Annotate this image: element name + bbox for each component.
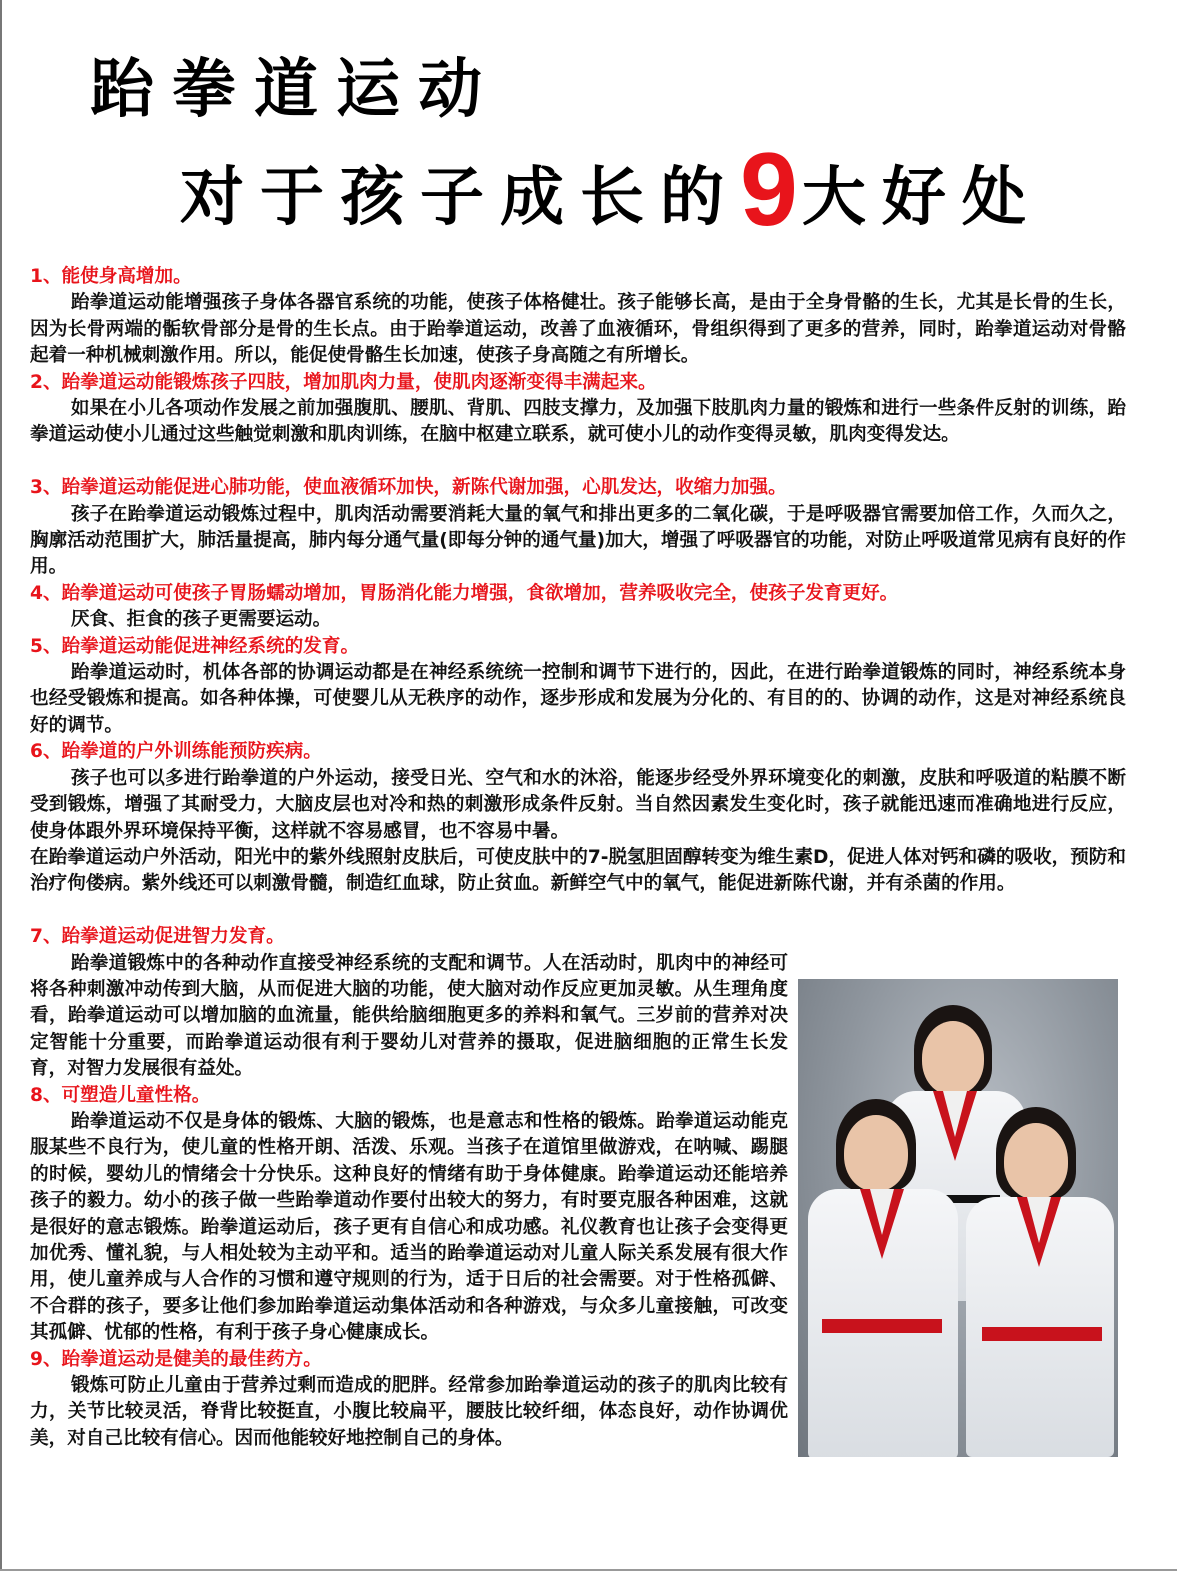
section-paragraph: 如果在小儿各项动作发展之前加强腹肌、腰肌、背肌、四肢支撑力，及加强下肢肌肉力量的锻炼和进行一些条件反射的训练，跆拳道运动使小儿通过这些触觉刺激和肌肉训练，在脑中枢建立联系，就可使小儿的动作变得灵敏，肌肉变得发达。 — [30, 398, 1126, 446]
section-paragraph: 厌食、拒食的孩子更需要运动。 — [70, 609, 332, 631]
section-heading: 1、能使身高增加。 — [30, 266, 192, 287]
section-heading: 4、跆拳道运动可使孩子胃肠蠕动增加，胃肠消化能力增强，食欲增加，营养吸收完全，使孩子发育更好。 — [30, 582, 899, 604]
poster-title-line1: 跆拳道运动 — [90, 53, 500, 127]
title-number: 9 — [740, 132, 802, 248]
title-prefix: 对于孩子成长的 — [180, 161, 740, 235]
section-heading: 9、跆拳道运动是健美的最佳药方。 — [30, 1348, 322, 1370]
taekwondo-kids-photo — [798, 979, 1118, 1457]
kid-figure — [802, 1099, 962, 1457]
section-paragraph: 跆拳道锻炼中的各种动作直接受神经系统的支配和调节。人在活动时，肌肉中的神经可将各种刺激冲动传到大脑，从而促进大脑的功能，使大脑对动作反应更加灵敏。从生理角度看，跆拳道运动可以增加脑的血流量，能供给脑细胞更多的养料和氧气。三岁前的营养对决定智能十分重要，而跆拳道运动很有利于婴幼儿对营养的摄取，促进脑细胞的正常生长发育，对智力发展很有益处。 — [30, 952, 788, 1080]
page-border-left — [0, 0, 2, 1571]
section-paragraph: 在跆拳道运动户外活动，阳光中的紫外线照射皮肤后，可使皮肤中的7-脱氢胆固醇转变为维生素D，促进人体对钙和磷的吸收，预防和治疗佝偻病。紫外线还可以刺激骨髓，制造红血球，防止贫血。新鲜空气中的氧气，能促进新陈代谢，并有杀菌的作用。 — [30, 846, 1126, 895]
section-3 — [30, 475, 1126, 581]
poster-title-line2 — [180, 132, 1042, 248]
section-2 — [30, 370, 1126, 449]
section-5 — [30, 634, 1126, 740]
section-6 — [30, 739, 1126, 897]
title-suffix: 大好处 — [801, 161, 1042, 235]
kid-figure — [962, 1107, 1118, 1457]
section-heading: 8、可塑造儿童性格。 — [30, 1084, 211, 1106]
section-paragraph: 跆拳道运动时，机体各部的协调运动都是在神经系统统一控制和调节下进行的，因此，在进行跆拳道锻炼的同时，神经系统本身也经受锻炼和提高。如各种体操，可使婴儿从无秩序的动作，逐步形成和发展为分化的、有目的的、协调的动作，这是对神经系统良好的调节。 — [30, 662, 1126, 736]
section-heading: 6、跆拳道的户外训练能预防疾病。 — [30, 741, 322, 763]
section-paragraph: 跆拳道运动不仅是身体的锻炼、大脑的锻炼，也是意志和性格的锻炼。跆拳道运动能克服某些不良行为，使儿童的性格开朗、活泼、乐观。当孩子在道馆里做游戏，在呐喊、踢腿的时候，婴幼儿的情绪会十分快乐。这种良好的情绪有助于身体健康。跆拳道运动还能培养孩子的毅力。幼小的孩子做一些跆拳道动作要付出较大的努力，有时要克服各种困难，这就是很好的意志锻炼。跆拳道运动后，孩子更有自信心和成功感。礼仪教育也让孩子会变得更加优秀、懂礼貌，与人相处较为主动平和。适当的跆拳道运动对儿童人际关系发展有很大作用，使儿童养成与人合作的习惯和遵守规则的行为，适于日后的社会需要。对于性格孤僻、不合群的孩子，要多让他们参加跆拳道运动集体活动和各种游戏，与众多儿童接触，可改变其孤僻、忧郁的性格，有利于孩子身心健康成长。 — [30, 1110, 788, 1344]
section-paragraph: 孩子也可以多进行跆拳道的户外运动，接受日光、空气和水的沐浴，能逐步经受外界环境变化的刺激，皮肤和呼吸道的粘膜不断受到锻炼，增强了其耐受力，大脑皮层也对冷和热的刺激形成条件反射。当自然因素发生变化时，孩子就能迅速而准确地进行反应，使身体跟外界环境保持平衡，这样就不容易感冒，也不容易中暑。 — [30, 767, 1126, 842]
section-heading: 3、跆拳道运动能促进心肺功能，使血液循环加快，新陈代谢加强，心肌发达，收缩力加强。 — [30, 477, 787, 499]
section-paragraph: 锻炼可防止儿童由于营养过剩而造成的肥胖。经常参加跆拳道运动的孩子的肌肉比较有力，关节比较灵活，脊背比较挺直，小腹比较扁平，腰肢比较纤细，体态良好，动作协调优美，对自己比较有信心。因而他能较好地控制自己的身体。 — [30, 1375, 788, 1449]
section-4 — [30, 581, 1126, 634]
section-heading: 7、跆拳道运动促进智力发育。 — [30, 926, 285, 948]
section-1 — [30, 264, 1126, 370]
section-heading: 2、跆拳道运动能锻炼孩子四肢，增加肌肉力量，使肌肉逐渐变得丰满起来。 — [30, 371, 657, 393]
section-heading: 5、跆拳道运动能促进神经系统的发育。 — [30, 635, 360, 657]
article-body — [30, 264, 1126, 1457]
spacer — [30, 449, 1126, 475]
section-paragraph: 孩子在跆拳道运动锻炼过程中，肌肉活动需要消耗大量的氧气和排出更多的二氧化碳，于是呼吸器官需要加倍工作，久而久之，胸廓活动范围扩大，肺活量提高，肺内每分通气量(即每分钟的通气量)加大，增强了呼吸器官的功能，对防止呼吸道常见病有良好的作用。 — [30, 503, 1126, 578]
section-7 — [30, 924, 1126, 1082]
section-paragraph: 跆拳道运动能增强孩子身体各器官系统的功能，使孩子体格健壮。孩子能够长高，是由于全身骨骼的生长，尤其是长骨的生长，因为长骨两端的骺软骨部分是骨的生长点。由于跆拳道运动，改善了血液循环，骨组织得到了更多的营养，同时，跆拳道运动对骨骼起着一种机械刺激作用。所以，能促使骨骼生长加速，使孩子身高随之有所增长。 — [30, 292, 1126, 367]
spacer — [30, 898, 1126, 924]
